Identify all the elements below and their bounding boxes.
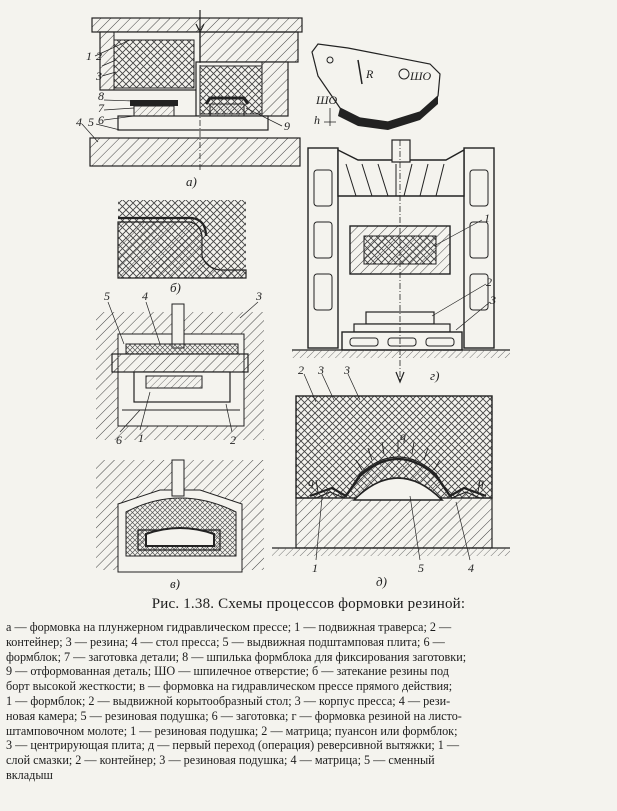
subfig-label-v: в) xyxy=(170,576,180,590)
legend-line: вкладыш xyxy=(6,767,53,782)
label-g-1: 1 xyxy=(484,211,490,225)
label-d-2: 2 xyxy=(298,363,304,377)
label-a-8: 8 xyxy=(98,89,104,103)
legend-line: 1 — формблок; 2 — выдвижной корытообразный стол; 3 — корпус пресса; 4 — рези- xyxy=(6,693,451,708)
label-v-2: 2 xyxy=(230,433,236,447)
label-a-1: 1 xyxy=(86,49,92,63)
legend-line: штамповочном молоте; 1 — резиновая подушка; 2 — матрица; пуансон или формблок; xyxy=(6,723,458,738)
subfigure-b xyxy=(118,200,246,295)
label-a-sho-1: ШО xyxy=(410,69,432,83)
label-d-q-right: q xyxy=(478,475,484,489)
label-v-4: 4 xyxy=(142,289,148,303)
figure-caption: Рис. 1.38. Схемы процессов формовки резиной: xyxy=(151,596,466,612)
label-a-sho-2: ШО xyxy=(316,93,338,107)
label-d-1: 1 xyxy=(312,561,318,575)
label-v-3: 3 xyxy=(256,289,262,303)
label-a-7: 7 xyxy=(98,101,104,115)
legend-line: 9 — отформованная деталь; ШО — шпилечное отверстие; б — затекание резины под xyxy=(6,664,449,679)
label-v-5: 5 xyxy=(104,289,110,303)
legend-line: борт высокой жесткости; в — формовка на гидравлическом прессе прямого действия; xyxy=(6,679,453,694)
label-a-R: R xyxy=(366,67,374,81)
label-a-4: 4 xyxy=(76,115,82,129)
label-a-3: 3 xyxy=(96,69,102,83)
label-a-9: 9 xyxy=(284,119,290,133)
legend-line: а — формовка на плунжерном гидравлическом прессе; 1 — подвижная траверса; 2 — xyxy=(6,620,452,634)
subfigure-v xyxy=(96,289,264,590)
label-a-2: 2 xyxy=(96,49,102,63)
subfig-label-d: д) xyxy=(376,574,387,589)
label-d-4: 4 xyxy=(468,561,474,575)
label-a-h: h xyxy=(314,113,320,127)
label-d-3-right: 3 xyxy=(344,363,350,377)
label-d-3-left: 3 xyxy=(318,363,324,377)
pin-hole-icon xyxy=(327,57,333,63)
legend-line: 3 — центрирующая плита; д — первый переход (операция) реверсивной вытяжки; 1 — xyxy=(6,738,460,753)
legend-line: слой смазки; 2 — контейнер; 3 — резиновая подушка; 4 — матрица; 5 — сменный xyxy=(6,753,435,768)
subfigure-d xyxy=(272,363,510,589)
label-d-q-left: q xyxy=(308,475,314,489)
label-g-2: 2 xyxy=(486,275,492,289)
pin-hole-icon xyxy=(399,69,409,79)
label-d-5: 5 xyxy=(418,561,424,575)
label-v-6: 6 xyxy=(116,433,122,447)
label-a-5: 5 xyxy=(88,115,94,129)
figure-legend xyxy=(6,620,610,783)
label-v-1: 1 xyxy=(138,431,144,445)
subfig-label-b: б) xyxy=(170,280,181,295)
label-g-3: 3 xyxy=(490,293,496,307)
subfigure-g xyxy=(292,140,510,383)
legend-line: новая камера; 5 — резиновая подушка; 6 — заготовка; г — формовка резиной на листо- xyxy=(6,708,462,723)
legend-line: контейнер; 3 — резина; 4 — стол пресса; 5 — выдвижная подштамповая плита; 6 — xyxy=(6,634,445,649)
legend-line: формблок; 7 — заготовка детали; 8 — шпилька формблока для фиксирования заготовки; xyxy=(6,649,467,664)
subfig-label-g: г) xyxy=(430,368,440,383)
subfig-label-a: а) xyxy=(186,174,197,189)
label-a-6: 6 xyxy=(98,113,104,127)
label-d-q-top: q xyxy=(400,429,406,443)
